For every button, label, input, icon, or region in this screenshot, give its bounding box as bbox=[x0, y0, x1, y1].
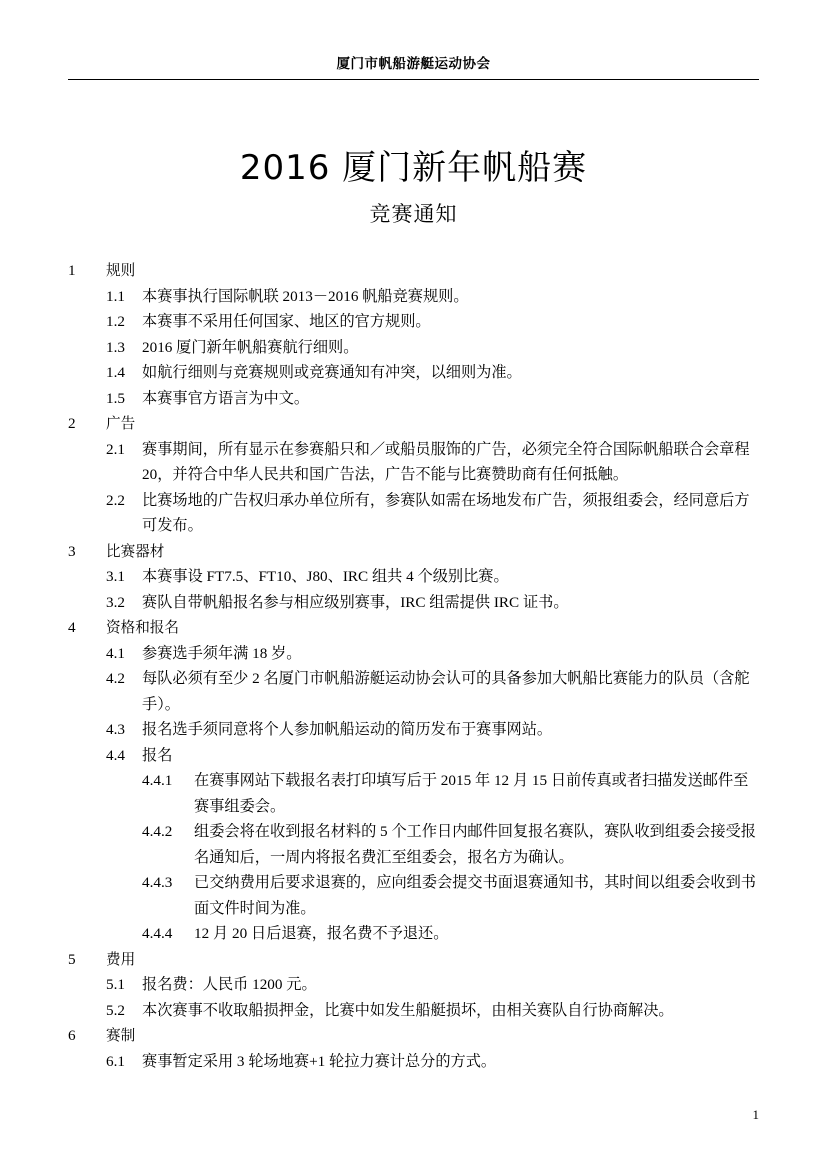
header-divider bbox=[68, 79, 759, 80]
clause-text: 报名 bbox=[142, 746, 173, 764]
clause-number: 5.2 bbox=[106, 1001, 125, 1019]
subclause-number: 4.4.2 bbox=[142, 823, 173, 840]
subclause bbox=[68, 768, 760, 819]
section-number: 1 bbox=[68, 262, 76, 279]
clause bbox=[68, 335, 760, 361]
clause bbox=[68, 972, 760, 998]
clause bbox=[68, 284, 760, 310]
subclause bbox=[68, 921, 760, 947]
subclause-text: 12 月 20 日后退赛，报名费不予退还。 bbox=[194, 925, 449, 942]
page-number: 1 bbox=[752, 1107, 759, 1122]
section-number: 3 bbox=[68, 542, 76, 560]
section-number: 6 bbox=[68, 1027, 76, 1044]
clause bbox=[68, 386, 760, 412]
clause-text: 参赛选手须年满 18 岁。 bbox=[142, 644, 302, 662]
clause-text: 本赛事设 FT7.5、FT10、J80、IRC 组共 4 个级别比赛。 bbox=[142, 568, 509, 585]
section-title: 赛制 bbox=[106, 1027, 136, 1044]
clause bbox=[68, 641, 760, 667]
section-number: 5 bbox=[68, 950, 76, 968]
clause-text: 本赛事不采用任何国家、地区的官方规则。 bbox=[142, 313, 431, 330]
clause bbox=[68, 1049, 760, 1075]
clause bbox=[68, 488, 760, 539]
clause-number: 5.1 bbox=[106, 976, 125, 993]
clause-text: 比赛场地的广告权归承办单位所有，参赛队如需在场地发布广告，须报组委会，经同意后方可发布。 bbox=[142, 491, 750, 534]
clause-number: 4.1 bbox=[106, 644, 125, 662]
clause bbox=[68, 309, 760, 335]
document-subtitle: 竞赛通知 bbox=[369, 202, 458, 226]
subclause-text: 组委会将在收到报名材料的 5 个工作日内邮件回复报名赛队，赛队收到组委会接受报名通知后，一周内将报名费汇至组委会，报名方为确认。 bbox=[194, 823, 756, 866]
document-title: 2016 厦门新年帆船赛 bbox=[239, 148, 588, 188]
section-heading bbox=[68, 1023, 760, 1049]
subclause bbox=[68, 870, 760, 921]
section-number: 4 bbox=[68, 619, 76, 636]
header-organization: 厦门市帆船游艇运动协会 bbox=[336, 56, 491, 72]
clause-number: 1.3 bbox=[106, 338, 125, 356]
clause bbox=[68, 998, 760, 1024]
document-body bbox=[68, 258, 760, 1074]
clause-number: 2.1 bbox=[106, 440, 125, 458]
clause-number: 3.1 bbox=[106, 568, 125, 585]
clause bbox=[68, 717, 760, 743]
clause-number: 4.3 bbox=[106, 721, 125, 738]
clause-number: 1.2 bbox=[106, 313, 125, 330]
clause-text: 本赛事官方语言为中文。 bbox=[142, 389, 310, 407]
section-title: 广告 bbox=[106, 415, 136, 432]
clause-number: 4.4 bbox=[106, 746, 125, 764]
section-heading bbox=[68, 411, 760, 437]
clause-text: 赛事期间，所有显示在参赛船只和／或船员服饰的广告，必须完全符合国际帆船联合会章程 20，并符合中华人民共和国广告法，广告不能与比赛赞助商有任何抵触。 bbox=[142, 440, 750, 483]
clause-text: 每队必须有至少 2 名厦门市帆船游艇运动协会认可的具备参加大帆船比赛能力的队员（含舵手）。 bbox=[142, 670, 750, 713]
clause-text: 赛事暂定采用 3 轮场地赛+1 轮拉力赛计总分的方式。 bbox=[142, 1052, 497, 1070]
clause-number: 3.2 bbox=[106, 593, 125, 611]
clause-text: 报名费：人民币 1200 元。 bbox=[142, 976, 317, 993]
section-title: 比赛器材 bbox=[106, 542, 165, 560]
clause-text: 本赛事执行国际帆联 2013－2016 帆船竞赛规则。 bbox=[142, 287, 469, 305]
subclause bbox=[68, 819, 760, 870]
subclause-text: 在赛事网站下载报名表打印填写后于 2015 年 12 月 15 日前传真或者扫描发送邮件至赛事组委会。 bbox=[194, 772, 749, 815]
clause bbox=[68, 666, 760, 717]
subclause-number: 4.4.3 bbox=[142, 874, 173, 891]
page-header bbox=[68, 56, 759, 80]
section-number: 2 bbox=[68, 415, 76, 432]
clause-text: 报名选手须同意将个人参加帆船运动的简历发布于赛事网站。 bbox=[142, 721, 553, 738]
clause bbox=[68, 590, 760, 616]
subclause-number: 4.4.1 bbox=[142, 772, 173, 789]
clause-text: 如航行细则与竞赛规则或竞赛通知有冲突，以细则为准。 bbox=[142, 364, 522, 381]
clause bbox=[68, 360, 760, 386]
section-heading bbox=[68, 947, 760, 973]
section-title: 资格和报名 bbox=[106, 619, 179, 636]
clause-number: 1.5 bbox=[106, 389, 125, 407]
clause bbox=[68, 743, 760, 769]
clause-text: 赛队自带帆船报名参与相应级别赛事，IRC 组需提供 IRC 证书。 bbox=[142, 593, 569, 611]
clause-number: 6.1 bbox=[106, 1052, 125, 1070]
section-heading bbox=[68, 615, 760, 641]
clause-number: 1.4 bbox=[106, 364, 125, 381]
section-heading bbox=[68, 539, 760, 565]
clause-number: 4.2 bbox=[106, 670, 125, 687]
section-heading bbox=[68, 258, 760, 284]
clause bbox=[68, 564, 760, 590]
subclause-text: 已交纳费用后要求退赛的，应向组委会提交书面退赛通知书，其时间以组委会收到书面文件时间为准。 bbox=[194, 874, 756, 917]
clause bbox=[68, 437, 760, 488]
clause-text: 2016 厦门新年帆船赛航行细则。 bbox=[142, 338, 359, 356]
section-title: 规则 bbox=[106, 262, 136, 279]
clause-number: 1.1 bbox=[106, 287, 125, 305]
section-title: 费用 bbox=[106, 950, 136, 968]
clause-text: 本次赛事不收取船损押金，比赛中如发生船艇损坏，由相关赛队自行协商解决。 bbox=[142, 1001, 674, 1019]
clause-number: 2.2 bbox=[106, 491, 125, 509]
subclause-number: 4.4.4 bbox=[142, 925, 173, 942]
